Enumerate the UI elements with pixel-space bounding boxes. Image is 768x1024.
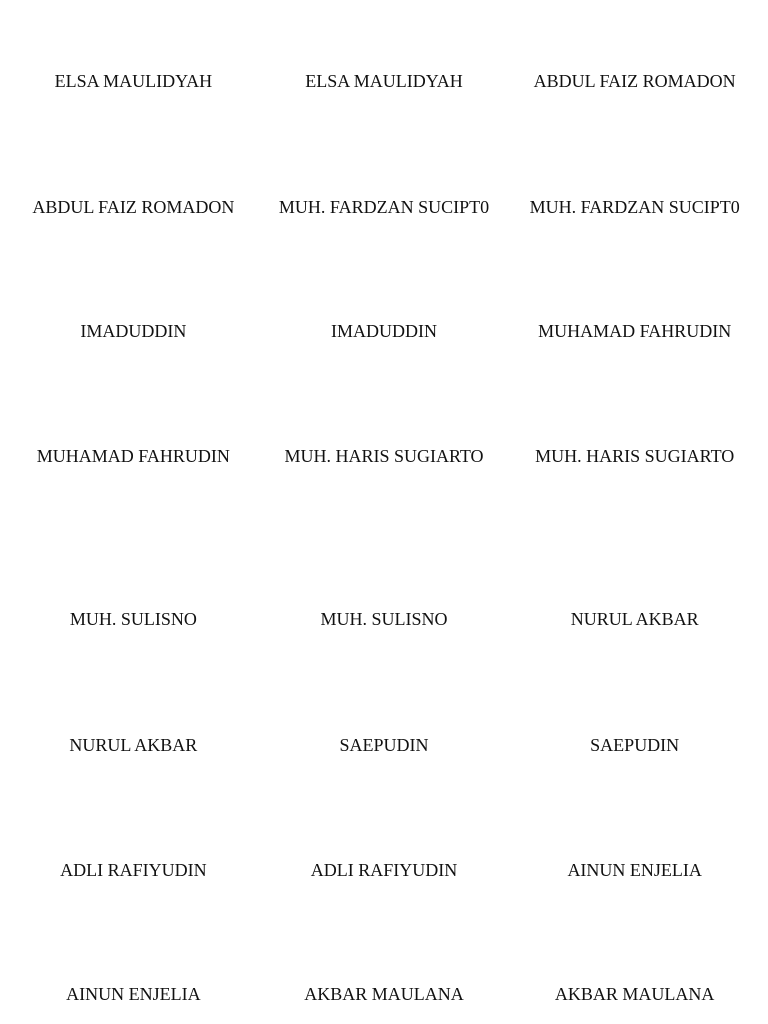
label-row (8, 192, 760, 222)
name-label: MUHAMAD FAHRUDIN (36, 446, 230, 466)
name-label: ABDUL FAIZ ROMADON (32, 197, 235, 217)
label-row (8, 730, 760, 760)
name-label: IMADUDDIN (331, 321, 437, 341)
label-row (8, 604, 760, 634)
name-label: ELSA MAULIDYAH (54, 71, 213, 91)
name-label: NURUL AKBAR (69, 735, 198, 755)
name-label: MUHAMAD FAHRUDIN (538, 321, 732, 341)
name-label: AKBAR MAULANA (554, 984, 715, 1004)
label-row (8, 441, 760, 471)
label-row (8, 316, 760, 346)
name-label: IMADUDDIN (80, 321, 187, 341)
name-label: MUH. FARDZAN SUCIPT0 (529, 197, 740, 217)
name-label: AKBAR MAULANA (304, 984, 464, 1004)
name-label: ADLI RAFIYUDIN (310, 860, 458, 880)
name-label: MUH. FARDZAN SUCIPT0 (278, 197, 490, 217)
name-label: ABDUL FAIZ ROMADON (533, 71, 736, 91)
name-label: MUH. SULISNO (320, 609, 448, 629)
label-row (8, 66, 760, 96)
name-label: MUH. HARIS SUGIARTO (284, 446, 484, 466)
name-label: ELSA MAULIDYAH (305, 71, 463, 91)
name-label: AINUN ENJELIA (66, 984, 201, 1004)
name-label: MUH. SULISNO (69, 609, 197, 629)
label-row (8, 855, 760, 885)
name-label: SAEPUDIN (339, 735, 429, 755)
name-label: AINUN ENJELIA (567, 860, 702, 880)
name-label: MUH. HARIS SUGIARTO (535, 446, 735, 466)
label-row (8, 979, 760, 1009)
name-label: SAEPUDIN (590, 735, 680, 755)
name-label: ADLI RAFIYUDIN (60, 860, 207, 880)
name-label: NURUL AKBAR (570, 609, 699, 629)
